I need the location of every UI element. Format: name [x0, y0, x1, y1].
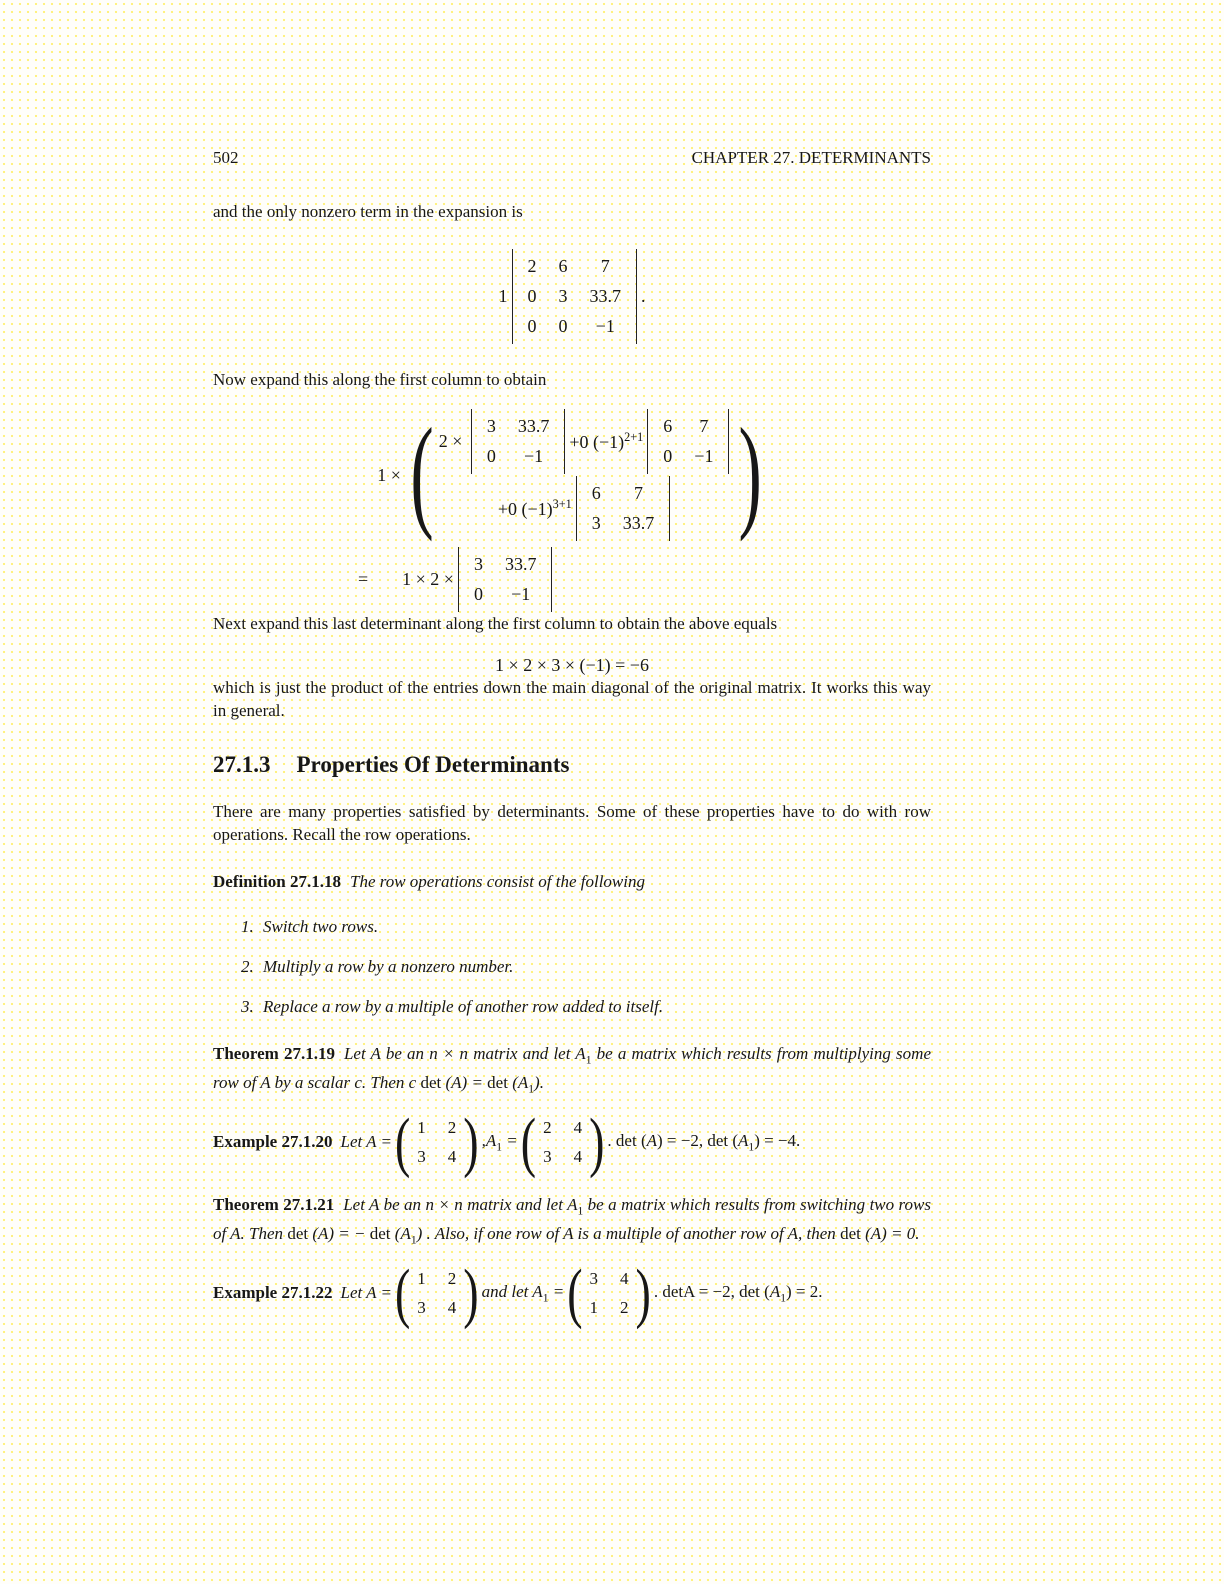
eq2-prefix: 1 ×	[377, 464, 406, 485]
right-paren: )	[463, 1104, 479, 1179]
theorem-text: be a matrix which results from switching two rows of A. Then	[213, 1194, 931, 1244]
matrix-cell: −1	[694, 446, 714, 466]
equation-simplified	[213, 547, 931, 612]
subscript: 1	[410, 1233, 417, 1247]
list-item-text: Replace a row by a multiple of another row added to itself.	[263, 997, 664, 1016]
theorem-label: Theorem 27.1.21	[213, 1194, 335, 1214]
matrix-cell: 0	[486, 446, 496, 466]
list-item-text: Multiply a row by a nonzero number.	[263, 957, 514, 976]
left-paren: (	[520, 1104, 537, 1179]
list-item	[213, 955, 931, 978]
matrix-cell: 4	[620, 1268, 629, 1288]
var-A: A	[769, 1281, 781, 1301]
determinant-2x2	[647, 409, 729, 474]
matrix-cell: 2	[447, 1117, 457, 1137]
eq2-term1-coef: 2 ×	[438, 431, 467, 451]
list-item	[213, 915, 931, 938]
theorem-text: (A) = 0.	[860, 1224, 920, 1244]
det-operator: det	[287, 1224, 309, 1244]
matrix-cell: 4	[573, 1117, 583, 1137]
theorem-text: ) . Also, if one row of A is a multiple of another row of A, then	[416, 1224, 841, 1244]
subscript: 1	[496, 1140, 503, 1154]
eq2-inner	[439, 409, 734, 541]
subscript: 1	[577, 1204, 584, 1218]
theorem-text: (A) =	[441, 1073, 488, 1093]
matrix-cell: 3	[417, 1297, 426, 1317]
determinant-3x3	[512, 249, 638, 344]
right-paren: )	[635, 1255, 651, 1330]
matrix-cell: 7	[699, 416, 709, 436]
textbook-page	[213, 0, 931, 1330]
matrix-cell: 7	[634, 483, 644, 503]
definition-27-1-18	[213, 870, 931, 893]
subscript: 1	[585, 1053, 592, 1067]
matrix-cell: 4	[573, 1146, 583, 1166]
theorem-text: Let A be an n × n matrix and let A	[343, 1194, 578, 1214]
right-paren: )	[463, 1255, 479, 1330]
det-operator: det	[369, 1224, 391, 1244]
result-text: ) = −2, det (	[657, 1131, 739, 1151]
subscript: 1	[780, 1291, 786, 1305]
example-label: Example 27.1.22	[213, 1283, 333, 1303]
matrix-cell: 6	[663, 416, 673, 436]
eq3-factor: 1 × 2 ×	[402, 569, 454, 589]
eq2-term3-coef	[498, 497, 572, 520]
result-text: ) = −4.	[754, 1131, 801, 1151]
eq1-period: .	[641, 286, 646, 306]
determinant-cells	[474, 554, 537, 605]
matrix-cell: −1	[524, 446, 544, 466]
result-text: . det (	[607, 1131, 647, 1151]
matrix-cell: 3	[543, 1146, 552, 1166]
eq4-expression: 1 × 2 × 3 × (−1) = −6	[495, 655, 649, 675]
matrix-cells	[583, 1269, 636, 1318]
example-mid	[482, 1131, 518, 1153]
left-paren: (	[567, 1255, 583, 1330]
example-mid	[482, 1282, 565, 1304]
definition-text: The row operations consist of the following	[349, 872, 645, 891]
matrix-cell: 3	[558, 286, 568, 306]
eq2-term2-exponent: 2+1	[624, 430, 644, 444]
theorem-27-1-21	[213, 1193, 931, 1252]
list-item-number: 1.	[241, 917, 254, 936]
eq1-coefficient: 1	[498, 286, 508, 306]
matrix-cell: 3	[589, 1268, 599, 1288]
theorem-text: (A) = −	[308, 1224, 370, 1244]
determinant-cells	[663, 416, 713, 467]
theorem-text: (A	[507, 1073, 529, 1093]
example-mid-text: ,A	[481, 1131, 497, 1151]
example-mid-text: and let A	[481, 1281, 543, 1301]
eq2-term3-exponent: 3+1	[552, 497, 572, 511]
example-label: Example 27.1.20	[213, 1132, 333, 1152]
matrix-cell: 1	[589, 1297, 599, 1317]
list-item-number: 3.	[241, 997, 254, 1016]
matrix-cell: 2	[527, 256, 537, 276]
det-operator: det	[487, 1073, 508, 1093]
theorem-text: Let A be an n × n matrix and let A	[343, 1044, 586, 1063]
equation-result	[213, 655, 931, 676]
matrix-cell: 3	[417, 1146, 426, 1166]
result-text: . detA = −2, det (	[653, 1281, 770, 1301]
var-A: A	[646, 1131, 657, 1151]
matrix-cell: 4	[447, 1297, 457, 1317]
section-title: Properties Of Determinants	[296, 752, 570, 777]
matrix-cell: 0	[558, 316, 568, 336]
det-operator: det	[420, 1073, 442, 1093]
example-mid-text: =	[502, 1131, 518, 1151]
paragraph-product: which is just the product of the entries down the main diagonal of the original matrix. It works this way in general.	[213, 678, 931, 720]
example-27-1-22	[213, 1255, 931, 1330]
matrix-cell: 3	[591, 513, 601, 533]
determinant-2x2	[471, 409, 566, 474]
theorem-27-1-19	[213, 1042, 931, 1101]
row-operations-list	[213, 915, 931, 1018]
subscript: 1	[528, 1082, 535, 1096]
left-paren: (	[394, 1255, 411, 1330]
paragraph-intro: and the only nonzero term in the expansion is	[213, 202, 523, 221]
example-result	[607, 1131, 800, 1153]
matrix-cell: 0	[527, 286, 537, 306]
page-header	[213, 148, 931, 168]
determinant-2x2	[458, 547, 553, 612]
matrix-cell: 1	[417, 1268, 426, 1288]
matrix-cell: 33.7	[622, 513, 655, 533]
matrix-cell: 0	[527, 316, 537, 336]
subscript: 1	[748, 1140, 755, 1154]
list-item-text: Switch two rows.	[263, 917, 379, 936]
eq2-row-1	[439, 409, 734, 474]
left-paren: (	[394, 1104, 411, 1179]
eq2-row-2	[439, 476, 734, 541]
matrix-cell: 3	[486, 416, 496, 436]
matrix-cell: 6	[558, 256, 568, 276]
equation-nonzero-term	[213, 249, 931, 344]
matrix-cell: 2	[620, 1297, 629, 1317]
right-paren: )	[738, 404, 762, 544]
matrix-cell: 2	[543, 1117, 552, 1137]
right-paren: )	[589, 1104, 605, 1179]
theorem-label: Theorem 27.1.19	[213, 1044, 335, 1063]
det-operator: det	[840, 1224, 861, 1244]
matrix-cell: 2	[447, 1268, 457, 1288]
matrix-A	[394, 1104, 479, 1179]
matrix-cells	[410, 1269, 463, 1318]
equals-sign: =	[358, 569, 369, 589]
matrix-cell: 7	[600, 256, 610, 276]
list-item	[213, 995, 931, 1018]
matrix-cell: 0	[663, 446, 673, 466]
matrix-cell: 0	[473, 584, 483, 604]
subscript: 1	[542, 1291, 549, 1305]
section-number: 27.1.3	[213, 752, 271, 777]
matrix-cell: −1	[595, 316, 615, 336]
example-result	[654, 1282, 823, 1304]
example-27-1-20	[213, 1104, 931, 1179]
matrix-cell: −1	[511, 584, 531, 604]
theorem-text: (A	[390, 1224, 411, 1244]
matrix-cells	[410, 1118, 463, 1167]
paragraph-expand: Now expand this along the first column to obtain	[213, 370, 547, 389]
example-lead: Let A =	[340, 1132, 392, 1152]
matrix-A1	[520, 1104, 605, 1179]
left-paren: (	[410, 404, 434, 544]
chapter-header: CHAPTER 27. DETERMINANTS	[691, 148, 931, 167]
definition-label: Definition 27.1.18	[213, 872, 341, 891]
theorem-text: be a matrix which results from multiplying some row of A by a scalar c. Then c	[213, 1044, 931, 1093]
determinant-2x2	[576, 476, 671, 541]
matrix-cell: 6	[591, 483, 601, 503]
matrix-A	[394, 1255, 479, 1330]
paragraph-next-expand: Next expand this last determinant along the first column to obtain the above equals	[213, 614, 778, 633]
paragraph-properties: There are many properties satisfied by determinants. Some of these properties have to do with row operations. Recall the row operations.	[213, 802, 931, 844]
example-lead: Let A =	[340, 1283, 392, 1303]
result-text: ) = 2.	[786, 1281, 823, 1301]
matrix-cell: 1	[417, 1117, 426, 1137]
determinant-cells	[592, 483, 655, 534]
matrix-cell: 33.7	[589, 286, 621, 306]
matrix-cell: 33.7	[504, 554, 537, 574]
example-mid-text: =	[548, 1281, 565, 1301]
matrix-cell: 4	[447, 1146, 457, 1166]
matrix-A1	[567, 1255, 651, 1330]
eq2-term2-base: +0 (−1)	[569, 432, 625, 452]
section-heading	[213, 752, 931, 778]
equation-expansion	[213, 404, 931, 544]
theorem-text: ).	[534, 1073, 544, 1093]
var-A: A	[738, 1131, 749, 1151]
determinant-cells	[487, 416, 550, 467]
matrix-cells	[536, 1118, 589, 1167]
list-item-number: 2.	[241, 957, 254, 976]
eq2-term3-base: +0 (−1)	[497, 499, 553, 519]
matrix-cell: 3	[473, 554, 483, 574]
page-number: 502	[213, 148, 239, 167]
eq2-term2-coef	[569, 430, 643, 453]
matrix-cell: 33.7	[517, 416, 550, 436]
determinant-cells	[528, 256, 622, 337]
